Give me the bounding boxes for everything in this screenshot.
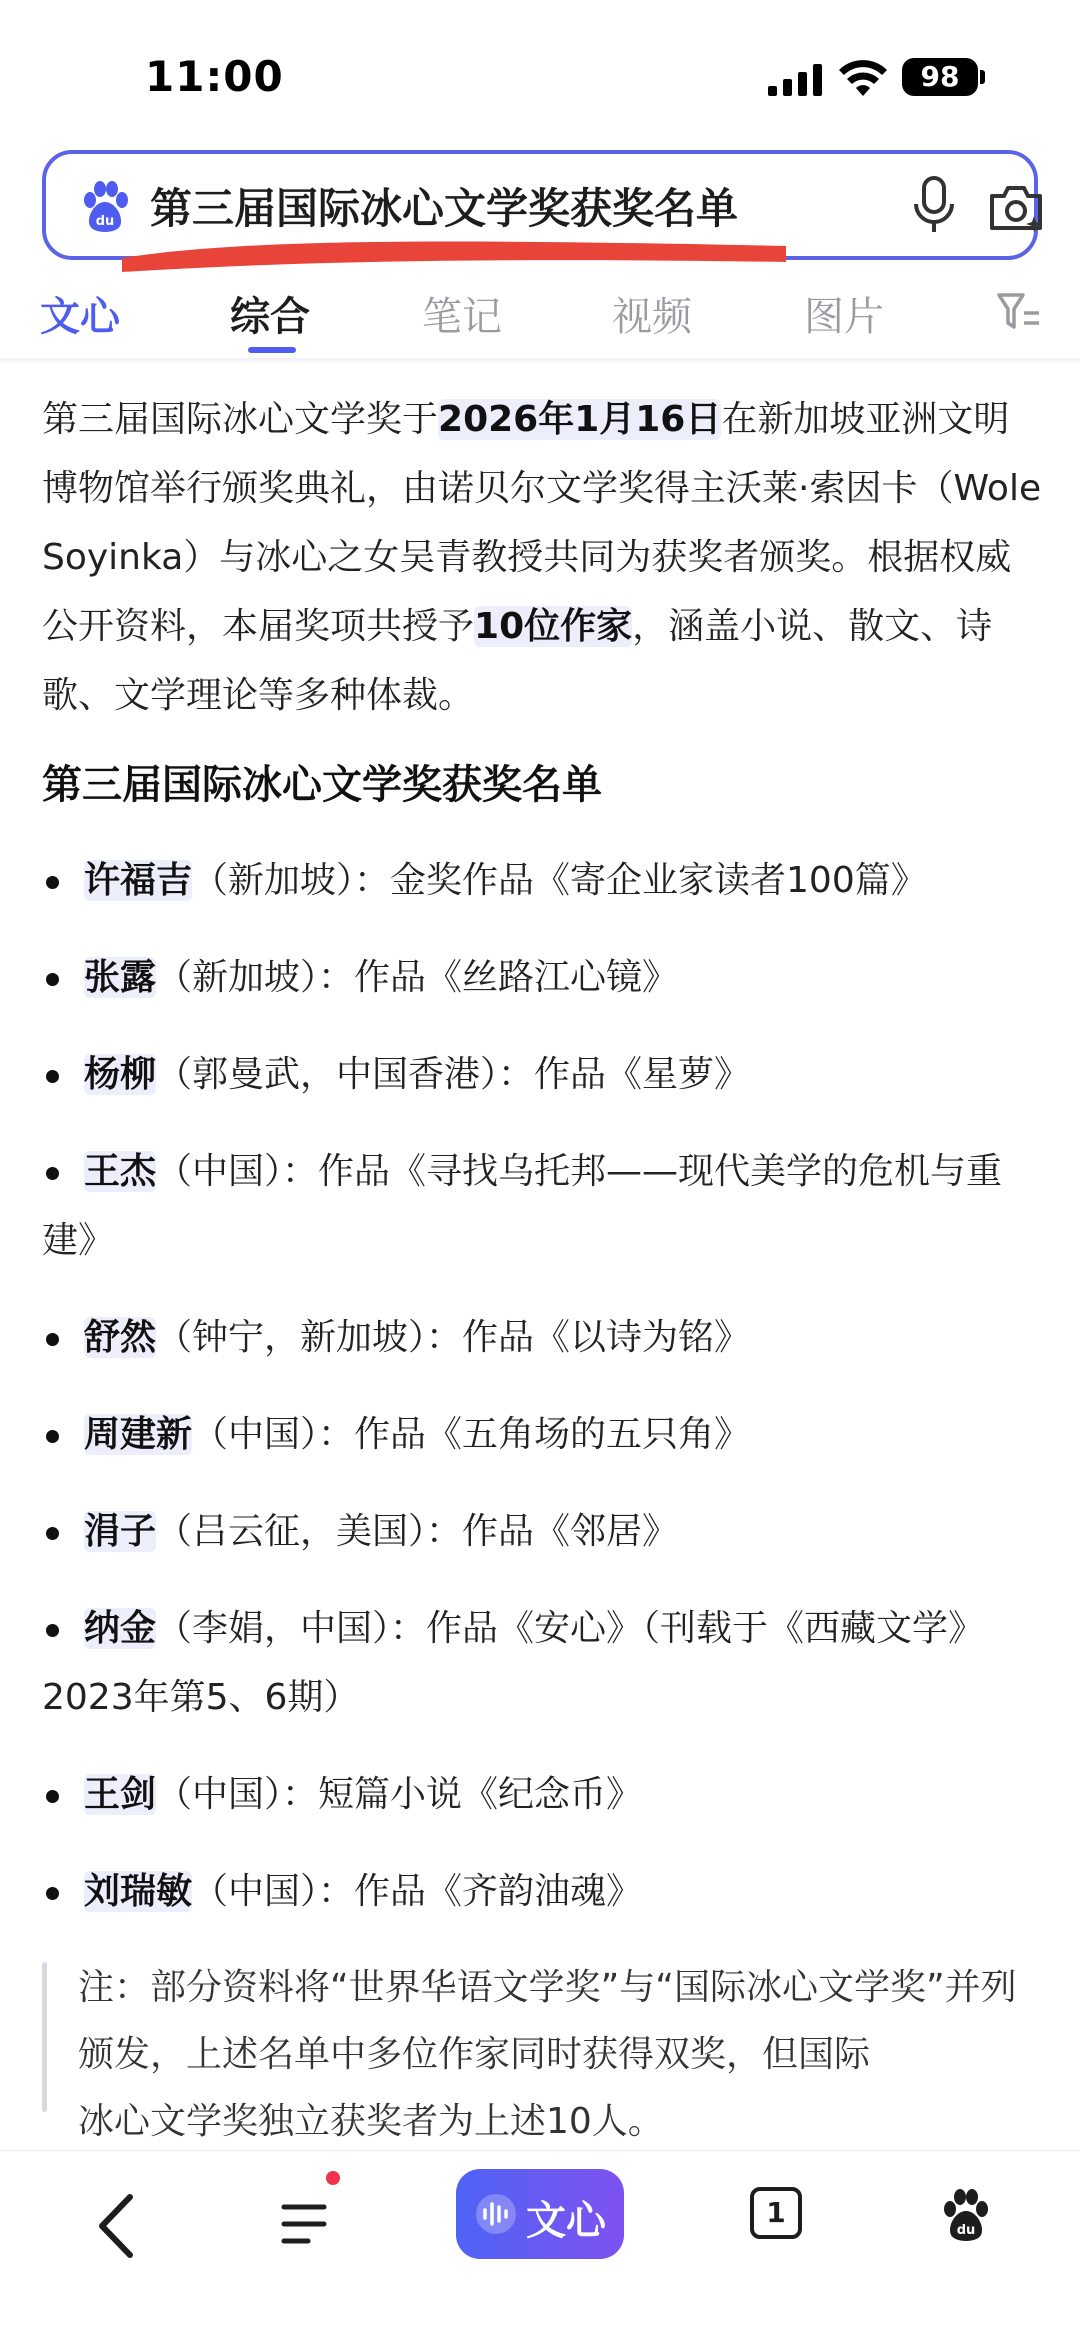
list-item <box>42 1400 1042 1469</box>
winner-detail: （中国）：作品《寻找乌托邦——现代美学的危机与重建》 <box>42 1151 1003 1261</box>
answer-content <box>42 385 1042 2142</box>
back-icon[interactable] <box>92 2191 138 2261</box>
baidu-home-icon[interactable] <box>938 2187 994 2243</box>
award-date: 2026年1月16日 <box>438 399 722 440</box>
status-time: 11:00 <box>145 52 284 101</box>
intro-text-1: 第三届国际冰心文学奖于 <box>42 399 439 440</box>
list-item <box>42 1303 1042 1372</box>
bullet <box>46 1790 59 1803</box>
section-title: 第三届国际冰心文学奖获奖名单 <box>42 762 602 808</box>
tab-wenxin[interactable]: 文心 <box>40 294 120 340</box>
bullet <box>46 1167 59 1180</box>
bullet <box>46 1624 59 1637</box>
bullet <box>46 1430 59 1443</box>
battery-tip <box>980 70 985 84</box>
winner-detail: （中国）：短篇小说《纪念币》 <box>156 1774 643 1815</box>
winner-name: 许福吉 <box>84 860 193 901</box>
menu-icon[interactable] <box>278 2199 332 2249</box>
intro-text-3: ，涵盖小说、散文、诗歌、文学理论等多种体裁。 <box>42 606 993 716</box>
highlight-underline <box>118 228 790 274</box>
bullet <box>46 1070 59 1083</box>
wenxin-button[interactable] <box>456 2169 624 2259</box>
winner-count: 10位作家 <box>474 606 633 647</box>
voice-wave-icon <box>474 2193 518 2235</box>
list-item <box>42 943 1042 1012</box>
winner-name: 涓子 <box>84 1511 157 1552</box>
intro-paragraph <box>42 385 1042 730</box>
wifi-icon <box>838 58 888 98</box>
winner-detail: （新加坡）：金奖作品《寄企业家读者100篇》 <box>192 860 927 901</box>
winner-name: 王剑 <box>84 1774 157 1815</box>
note-block <box>42 1954 1042 2142</box>
tab-images[interactable]: 图片 <box>804 294 884 340</box>
note-text-cut-off: 冰心文学奖独立获奖者为上述10人。 <box>78 2101 664 2142</box>
notification-dot <box>326 2171 340 2185</box>
tab-general[interactable]: 综合 <box>230 294 310 340</box>
winner-detail: （新加坡）：作品《丝路江心镜》 <box>156 957 679 998</box>
list-item <box>42 1137 1042 1275</box>
list-item <box>42 1594 1042 1732</box>
winner-name: 王杰 <box>84 1151 157 1192</box>
list-item <box>42 1760 1042 1829</box>
winner-name: 周建新 <box>84 1414 193 1455</box>
winner-name: 张露 <box>84 957 157 998</box>
wenxin-button-label: 文心 <box>526 2198 606 2244</box>
search-query-text[interactable]: 第三届国际冰心文学奖获奖名单 <box>150 184 739 233</box>
svg-text:du: du <box>95 214 115 229</box>
svg-text:du: du <box>956 2223 976 2238</box>
tab-videos[interactable]: 视频 <box>612 294 692 340</box>
bottom-nav-bar <box>0 2150 1080 2348</box>
battery-indicator: 98 <box>902 58 978 96</box>
bullet <box>46 1887 59 1900</box>
cellular-signal-icon <box>768 64 824 96</box>
winners-list <box>42 846 1042 1926</box>
tabs-count-button[interactable]: 1 <box>750 2187 802 2239</box>
winner-detail: （郭曼武，中国香港）：作品《星萝》 <box>156 1054 751 1095</box>
winner-detail: （钟宁，新加坡）：作品《以诗为铭》 <box>156 1317 751 1358</box>
winner-detail: （中国）：作品《齐韵油魂》 <box>192 1871 643 1912</box>
note-quote-bar <box>42 1962 47 2112</box>
baidu-paw-icon <box>78 180 132 234</box>
note-text: 注：部分资料将“世界华语文学奖”与“国际冰心文学奖”并列颁发，上述名单中多位作家同时获得双奖，但国际 <box>78 1967 1017 2075</box>
camera-search-icon[interactable] <box>986 180 1046 234</box>
search-tabs <box>0 275 1080 365</box>
active-tab-indicator <box>248 347 296 353</box>
filter-icon[interactable] <box>996 289 1042 335</box>
intro-text-2: 在新加坡亚洲文明博物馆举行颁奖典礼，由诺贝尔文学奖得主沃莱·索因卡（Wole Soyinka）与冰心之女吴青教授共同为获奖者颁奖。根据权威公开资料，本届奖项共授予 <box>42 399 1042 647</box>
winner-name: 舒然 <box>84 1317 157 1358</box>
list-item <box>42 1857 1042 1926</box>
winner-name: 刘瑞敏 <box>84 1871 193 1912</box>
winner-name: 杨柳 <box>84 1054 157 1095</box>
winner-detail: （李娟，中国）：作品《安心》（刊载于《西藏文学》2023年第5、6期） <box>42 1608 985 1718</box>
winner-detail: （吕云征，美国）：作品《邻居》 <box>156 1511 679 1552</box>
winner-detail: （中国）：作品《五角场的五只角》 <box>192 1414 751 1455</box>
bullet <box>46 973 59 986</box>
winner-name: 纳金 <box>84 1608 157 1649</box>
list-item <box>42 1040 1042 1109</box>
tab-notes[interactable]: 笔记 <box>422 294 502 340</box>
bullet <box>46 876 59 889</box>
microphone-icon[interactable] <box>912 176 956 236</box>
list-item <box>42 1497 1042 1566</box>
status-bar <box>0 0 1080 150</box>
tabs-divider <box>0 358 1080 364</box>
list-item <box>42 846 1042 915</box>
bullet <box>46 1527 59 1540</box>
bullet <box>46 1333 59 1346</box>
